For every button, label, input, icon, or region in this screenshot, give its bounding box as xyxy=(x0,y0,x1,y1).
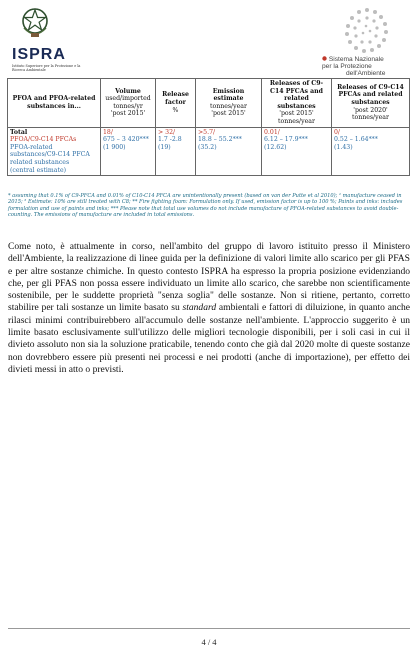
header-volume: Volume used/imported tonnes/yr 'post 2015' xyxy=(101,79,156,128)
body-paragraph: Come noto, è attualmente in corso, nell'ambito del gruppo di lavoro istituito presso il Ministero dell'Ambiente, la realizzazione di linee guida per la definizione di valori limite allo scarico per gli PFAS e per altre sostanze chimiche. In questo contesto ISPRA ha espresso la propria posizione evidenziando che, per gli PFAS non possa essere individuato un limite allo scarico, che sarebbe non scientificamente sostenibile, per le suddette proprietà "senza soglia" delle sostanze. Non si ritiene, pertanto, corretto stabilire per tali sostanze un limite basato su standard ambientali e fattori di diluizione, in quanto anche rilasci minimi contribuirebbero all'accumulo delle sostanze nell'ambiente. L'approccio suggerito è un limite basato esclusivamente sull'utilizzo delle migliori tecnologie disponibili, per i soli casi in cui il divieto assoluto non sia la soluzione praticabile, tenendo conto che già dal 2020 molte di queste sostanze non dovrebbero essere più presenti nei processi e nei prodotti (anche di importazione), per effetto dei divieti messi in atto o previsti. xyxy=(8,241,410,375)
footer-divider xyxy=(8,628,410,629)
cell-release-factor: > 32/ 1.7 -2.8 (19) xyxy=(156,127,196,176)
header-releases-2015: Releases of C9-C14 PFCAs and related substances 'post 2015' tonnes/year xyxy=(262,79,332,128)
snpa-logo xyxy=(288,6,408,86)
page-number: 4 / 4 xyxy=(201,637,217,647)
table-footnote: * assuming that 0.1% of C9-PFCA and 0.01% of C10-C14 PFCA are unintentionally present (based on van der Putte et al 2010); ¹ manufacture ceased in 2015; ² Estimate: 10% are still treated with C8; ** Fire fighting foam: Formulation only. If used, emission factor is up to 100 %; Paints and inks: includes formulation and use of paints and inks; *** Please note that total use volumes do not include manufacture of PFOA-related substances to avoid double-counting. The emissions of manufacture are included in total emissions. xyxy=(8,193,403,218)
table-header-row xyxy=(8,79,410,128)
snpa-line3: dell'Ambiente xyxy=(346,70,386,77)
header-substances: PFOA and PFOA-related substances in... xyxy=(8,79,101,128)
snpa-line2: per la Protezione xyxy=(322,63,372,70)
cell-emission-estimate: >5.7/ 18.8 – 55.2*** (35.2) xyxy=(196,127,262,176)
ispra-logo-subtitle: Istituto Superiore per la Protezione e la Ricerca Ambientale xyxy=(12,64,81,72)
header-releases-2020: Releases of C9-C14 PFCAs and related substances 'post 2020' tonnes/year xyxy=(332,79,410,128)
snpa-logo-text xyxy=(322,56,404,77)
snpa-line1: Sistema Nazionale xyxy=(328,56,384,63)
ispra-logo xyxy=(12,6,82,72)
header-release-factor: Release factor % xyxy=(156,79,196,128)
cell-volume: 18/ 675 – 3 420*** (1 900) xyxy=(101,127,156,176)
table-row xyxy=(8,127,410,176)
ispra-logo-text: ISPRA xyxy=(12,46,66,63)
snpa-red-dot-icon xyxy=(322,56,327,61)
cell-releases-2020: 0/ 0.52 – 1.64*** (1.43) xyxy=(332,127,410,176)
italian-republic-emblem-icon xyxy=(20,6,50,40)
pfoa-release-table xyxy=(7,78,410,176)
snpa-dot-circle-icon xyxy=(342,6,392,54)
cell-substances: Total PFOA/C9-C14 PFCAs PFOA-related substances/C9-C14 PFCA related substances (central estimate) xyxy=(8,127,101,176)
cell-releases-2015: 0.01/ 6.12 – 17.9*** (12.62) xyxy=(262,127,332,176)
header-emission-estimate: Emission estimate tonnes/year 'post 2015' xyxy=(196,79,262,128)
